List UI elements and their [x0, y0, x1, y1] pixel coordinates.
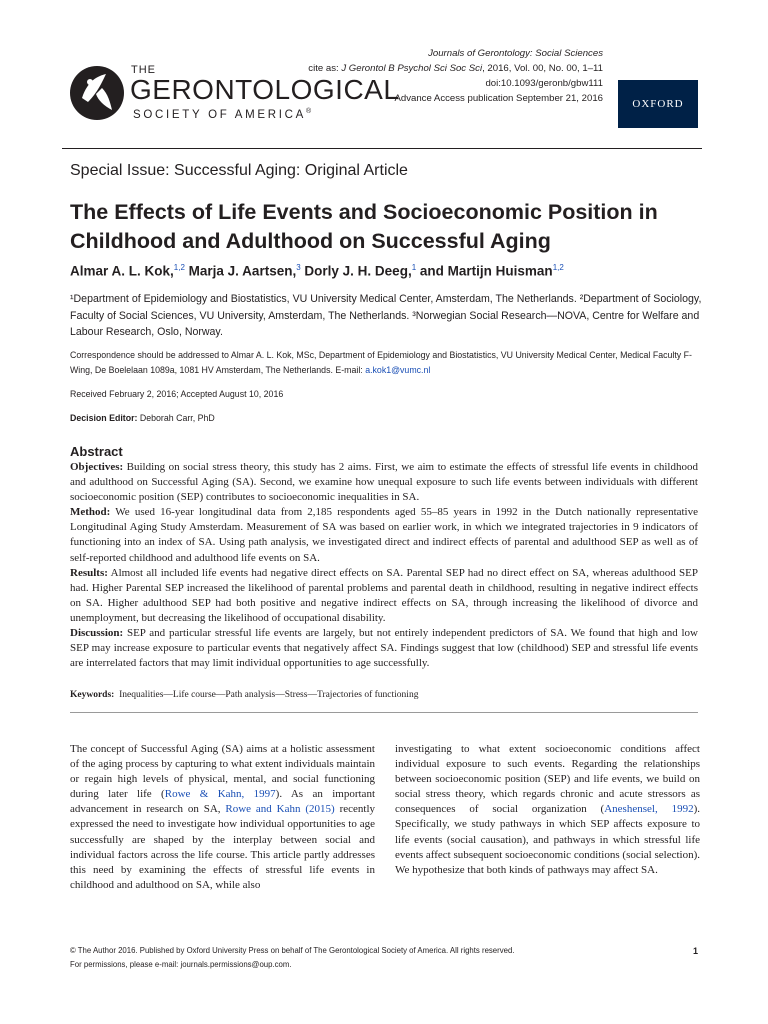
abstract-method: Method: We used 16-year longitudinal data from 2,185 respondents aged 55–85 years in 1992 in the Dutch nationally representative Longitudinal Aging Study Amsterdam. Measurement of SA was based on earlier work, in which we integrated trajectories in 9 indicators of functioning into an index of SA. Using path analysis, we investigated direct and indirect effects of parental and adulthood SEP as well as of self-reported childhood and adulthood life events on SA. [70, 506, 698, 564]
journal-meta [308, 46, 603, 106]
citation-link[interactable]: Rowe and Kahn (2015) [225, 803, 335, 816]
author-name: Dorly J. H. Deeg, [300, 263, 412, 279]
correspondence: Correspondence should be addressed to Almar A. L. Kok, MSc, Department of Epidemiology and Biostatistics, VU University Medical Center, Medical Faculty F-Wing, De Boelelaan 1089a, 1081 HV Amsterdam, The Netherlands. E-mail: a.kok1@vumc.nl [70, 350, 692, 375]
issue-label: Special Issue: Successful Aging: Original Article [70, 162, 408, 179]
journal-name: Journals of Gerontology: Social Sciences [428, 48, 603, 59]
received-dates: Received February 2, 2016; Accepted August 10, 2016 [70, 389, 284, 399]
doi-line: doi:10.1093/geronb/gbw111 [485, 78, 603, 89]
author-affil[interactable]: 3 [296, 263, 301, 272]
abstract-body [70, 460, 698, 671]
keywords-divider [70, 712, 698, 713]
access-line: Advance Access publication September 21, 2016 [394, 93, 603, 104]
page-number: 1 [692, 946, 698, 956]
author-affil[interactable]: 1 [411, 263, 417, 272]
body-column-right: investigating to what extent socioeconomic conditions affect individual exposure to such events. Regarding the relationships between socioeconomic position (SEP) and life events, we build on social stress theory, which regards chronic and acute stressors as consequences of social organization (Aneshensel, 1992). Specifically, we study pathways in which SEP affects exposure to life events (social causation), and pathways in which stressful life events affect subsequent socioeconomic conditions (social selection). We hypothesize that both kinds of pathways may affect SA. [395, 743, 700, 876]
keywords: Keywords: Inequalities—Life course—Path analysis—Stress—Trajectories of functioning [70, 690, 419, 700]
affiliations: ¹Department of Epidemiology and Biostatistics, VU University Medical Center, Amsterdam, The Netherlands. ²Department of Sociology, Faculty of Social Sciences, VU University, Amsterdam, The Netherlands. ³Norwegian Social Research—NOVA, Centre for Welfare and Labour Research, Oslo, Norway. [70, 293, 702, 338]
body-column-left: The concept of Successful Aging (SA) aims at a holistic assessment of the aging process by capturing to what extent individuals maintain or regain high levels of physical, mental, and social functioning during later life (Rowe & Kahn, 1997). As an important advancement in research on SA, Rowe and Kahn (2015) recently expressed the need to investigate how individual opportunities to age successfully are shaped by the interplay between social and individual factors across the life course. This article partly addresses this need by examining the effects of stressful life events in childhood and adulthood on SA, while also [70, 743, 375, 891]
logo-the-text: THE [131, 64, 156, 76]
citation-line: cite as: J Gerontol B Psychol Sci Soc Sci, 2016, Vol. 00, No. 00, 1–11 [308, 63, 603, 74]
abstract-objectives: Objectives: Building on social stress theory, this study has 2 aims. First, we aim to estimate the effects of stressful life events in childhood and adulthood on Successful Aging (SA). Second, we examine how unequal exposure to such life events between individuals with different socioeconomic position (SEP) contributes to socioeconomic inequalities in SA. [70, 461, 698, 504]
publisher-badge: OXFORD [618, 80, 698, 128]
author-affil[interactable]: 1,2 [173, 263, 185, 272]
logo-sub-text: SOCIETY OF AMERICA® [133, 108, 314, 121]
header-divider [62, 148, 702, 149]
author-name: Marja J. Aartsen, [184, 263, 297, 279]
author-name: Almar A. L. Kok, [70, 263, 174, 279]
article-title: The Effects of Life Events and Socioeconomic Position in Childhood and Adulthood on Successful Aging [70, 200, 658, 253]
author-name: and Martijn Huisman [416, 263, 553, 279]
citation-link[interactable]: Rowe & Kahn, 1997 [164, 788, 276, 801]
permissions-line: For permissions, please e-mail: journals.permissions@oup.com. [70, 960, 292, 969]
abstract-discussion: Discussion: SEP and particular stressful life events are largely, but not entirely independent predictors of SA. We found that high and low SEP may increase exposure to particular events that negatively affect SA. Findings suggest that low (childhood) SEP and stressful life events are interrelated factors that may limit individual opportunities to age successfully. [70, 627, 698, 670]
page-footer [70, 944, 698, 972]
logo-main-text: GERONTOLOGICAL [130, 74, 400, 105]
abstract-results: Results: Almost all included life events had negative direct effects on SA. Parental SEP had no direct effect on SA, whereas adulthood SEP had. Higher Parental SEP increased the likelihood of parental problems and parental death in childhood, resulting in negative indirect effects on SA. Higher adulthood SEP had both positive and negative indirect effects on SA, through increasing the likelihood of divorce and unemployment, but decreasing the likelihood of occupational disability. [70, 566, 698, 624]
author-list [70, 263, 564, 279]
decision-editor: Decision Editor: Deborah Carr, PhD [70, 413, 215, 423]
gsa-emblem-icon [68, 62, 126, 124]
citation-link[interactable]: Aneshensel, 1992 [604, 803, 694, 816]
author-affil[interactable]: 1,2 [552, 263, 564, 272]
abstract-heading: Abstract [70, 444, 123, 459]
copyright-line: © The Author 2016. Published by Oxford University Press on behalf of The Gerontological Society of America. All rights reserved. [70, 946, 515, 955]
email-link[interactable]: a.kok1@vumc.nl [365, 365, 431, 375]
